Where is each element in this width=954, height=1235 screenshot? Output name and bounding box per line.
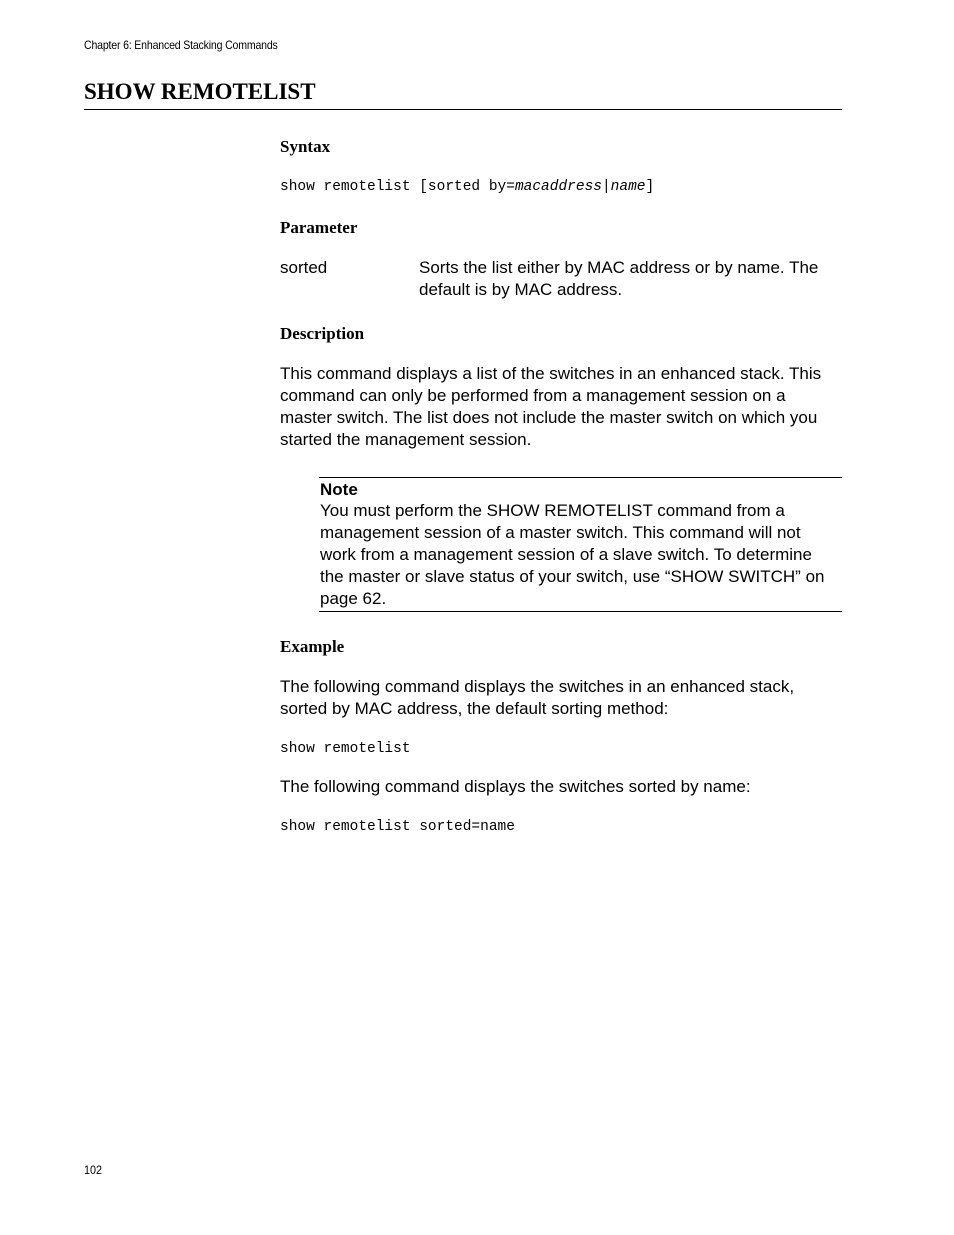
parameter-heading: Parameter (280, 218, 358, 237)
note-box (319, 477, 842, 612)
syntax-command-prefix: show remotelist [sorted by= (280, 179, 515, 195)
example-intro-1: The following command displays the switches in an enhanced stack, sorted by MAC address, the default sorting method: (280, 677, 795, 718)
parameter-description: Sorts the list either by MAC address or by name. The default is by MAC address. (419, 258, 819, 299)
example-command-2: show remotelist sorted=name (280, 819, 515, 835)
syntax-option-macaddress: macaddress (514, 179, 602, 195)
example-intro-2: The following command displays the switches sorted by name: (280, 777, 751, 796)
syntax-heading: Syntax (280, 137, 331, 156)
syntax-command (280, 178, 654, 196)
parameter-row (280, 257, 842, 303)
page-number: 102 (84, 1163, 103, 1177)
example-command-1: show remotelist (280, 741, 411, 757)
syntax-command-suffix: ] (645, 179, 655, 195)
running-header: Chapter 6: Enhanced Stacking Commands (84, 38, 278, 52)
title-rule (84, 109, 842, 110)
syntax-option-name: name (610, 179, 646, 195)
syntax-separator: | (601, 179, 611, 195)
parameter-name: sorted (280, 258, 328, 277)
section-title: SHOW REMOTELIST (84, 79, 316, 104)
description-heading: Description (280, 324, 365, 343)
note-text: You must perform the SHOW REMOTELIST command from a management session of a master switch. This command will not work from a management session of a slave switch. To determine the master or slave status of your switch, use “SHOW SWITCH” on page 62. (320, 501, 825, 608)
example-heading: Example (280, 637, 345, 656)
note-label: Note (320, 480, 358, 499)
description-text: This command displays a list of the switches in an enhanced stack. This command can only be performed from a management session on a master switch. The list does not include the master switch on which you started the management session. (280, 364, 822, 449)
